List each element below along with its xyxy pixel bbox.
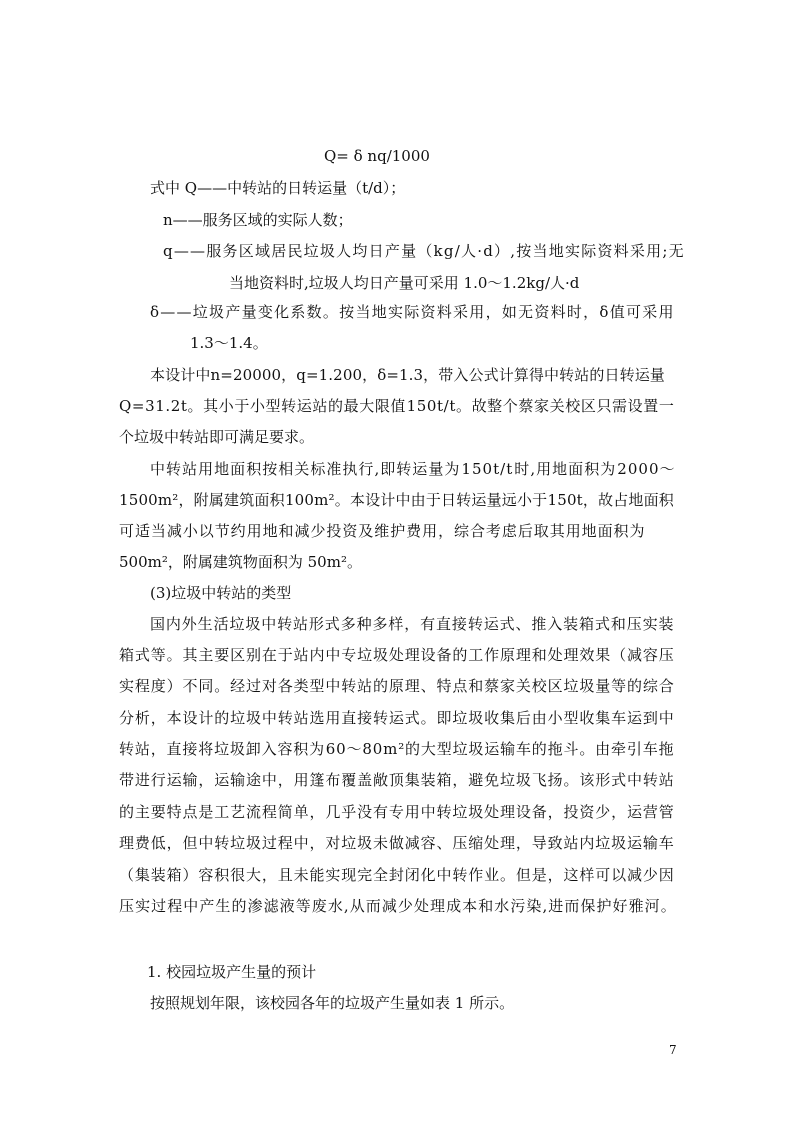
paragraph-area-line: 中 转 站 用 地 面 积 按 相 关 标 准 执 行 , 即 转 运 量 为 1 5 0 t / t 时 , 用 地 面 积 为 2 0 0 0 ～	[150, 460, 675, 478]
paragraph-type-line: 箱 式 等 。 其 主 要 区 别 在 于 站 内 中 专 垃 圾 处 理 设 备 的 工 作 原 理 和 处 理 效 果 （ 减 容 压	[119, 646, 674, 664]
definition-q-per-capita-line-1: q — — 服 务 区 域 居 民 垃 圾 人 均 日 产 量 （ k g / 人 · d ） , 按 当 地 实 际 资 料 采 用 ; 无	[163, 242, 684, 260]
paragraph-capacity-line: 个垃圾中转站即可满足要求。	[119, 428, 315, 446]
section-heading: (3)垃圾中转站的类型	[150, 584, 292, 602]
paragraph-type-line: 带 进 行 运 输 ， 运 输 途 中 ， 用 篷 布 覆 盖 敞 顶 集 装 箱 ， 避 免 垃 圾 飞 扬 。 该 形 式 中 转 站	[119, 771, 674, 789]
formula: Q= δ nq/1000	[324, 147, 430, 165]
subsection-heading: 1. 校园垃圾产生量的预计	[147, 963, 317, 981]
paragraph-type-line: 实 程 度 ） 不 同 。 经 过 对 各 类 型 中 转 站 的 原 理 、 特 点 和 蔡 家 关 校 区 垃 圾 量 等 的 综 合	[119, 677, 674, 695]
paragraph-capacity-line: 本 设 计 中 n = 2 0 0 0 0 ， q = 1 . 2 0 0 ， δ = 1 . 3 ， 带 入 公 式 计 算 得 中 转 站 的 日 转 运 量	[150, 366, 665, 384]
paragraph-type-line: 的 主 要 特 点 是 工 艺 流 程 简 单 ， 几 乎 没 有 专 用 中 转 垃 圾 处 理 设 备 ， 投 资 少 ， 运 营 管	[119, 803, 674, 821]
definition-delta-line-2: 1.3～1.4。	[190, 334, 268, 352]
paragraph-area-line: 1 5 0 0 m ² ， 附 属 建 筑 面 积 1 0 0 m ² 。 本 设 计 中 由 于 日 转 运 量 远 小 于 1 5 0 t ， 故 占 地 面 积	[119, 491, 674, 509]
definition-q: 式中 Q——中转站的日转运量（t/d）；	[150, 179, 406, 197]
paragraph-forecast: 按照规划年限，该校园各年的垃圾产生量如表 1 所示。	[150, 994, 515, 1012]
definition-delta-line-1: δ — — 垃 圾 产 量 变 化 系 数 。 按 当 地 实 际 资 料 采 用 ， 如 无 资 料 时 ， δ 值 可 采 用	[150, 303, 674, 321]
paragraph-type-line: 国 内 外 生 活 垃 圾 中 转 站 形 式 多 种 多 样 ， 有 直 接 转 运 式 、 推 入 装 箱 式 和 压 实 装	[150, 615, 674, 633]
paragraph-type-line: 转 站 ， 直 接 将 垃 圾 卸 入 容 积 为 6 0 ～ 8 0 m ² 的 大 型 垃 圾 运 输 车 的 拖 斗 。 由 牵 引 车 拖	[119, 740, 674, 758]
definition-n: n——服务区域的实际人数；	[163, 211, 353, 229]
page-number: 7	[669, 1043, 677, 1057]
paragraph-capacity-line: Q = 3 1 . 2 t 。 其 小 于 小 型 转 运 站 的 最 大 限 值 1 5 0 t / t 。 故 整 个 蔡 家 关 校 区 只 需 设 置 一	[119, 397, 674, 415]
paragraph-type-line: 分 析 ， 本 设 计 的 垃 圾 中 转 站 选 用 直 接 转 运 式 。 即 垃 圾 收 集 后 由 小 型 收 集 车 运 到 中	[119, 709, 674, 727]
paragraph-type-line: 压 实 过 程 中 产 生 的 渗 滤 液 等 废 水 , 从 而 减 少 处 理 成 本 和 水 污 染 , 进 而 保 护 好 雅 河 。	[119, 897, 676, 915]
paragraph-area-line: 500m²，附属建筑物面积为 50m²。	[119, 553, 362, 571]
paragraph-area-line: 可 适 当 减 小 以 节 约 用 地 和 减 少 投 资 及 维 护 费 用 ， 综 合 考 虑 后 取 其 用 地 面 积 为	[119, 522, 645, 540]
definition-q-per-capita-line-2: 当地资料时,垃圾人均日产量可采用 1.0～1.2kg/人·d	[229, 274, 580, 292]
paragraph-type-line: （ 集 装 箱 ） 容 积 很 大 ， 且 未 能 实 现 完 全 封 闭 化 中 转 作 业 。 但 是 ， 这 样 可 以 减 少 因	[119, 866, 674, 884]
paragraph-type-line: 理 费 低 ， 但 中 转 垃 圾 过 程 中 ， 对 垃 圾 未 做 减 容 、 压 缩 处 理 ， 导 致 站 内 垃 圾 运 输 车	[119, 834, 674, 852]
